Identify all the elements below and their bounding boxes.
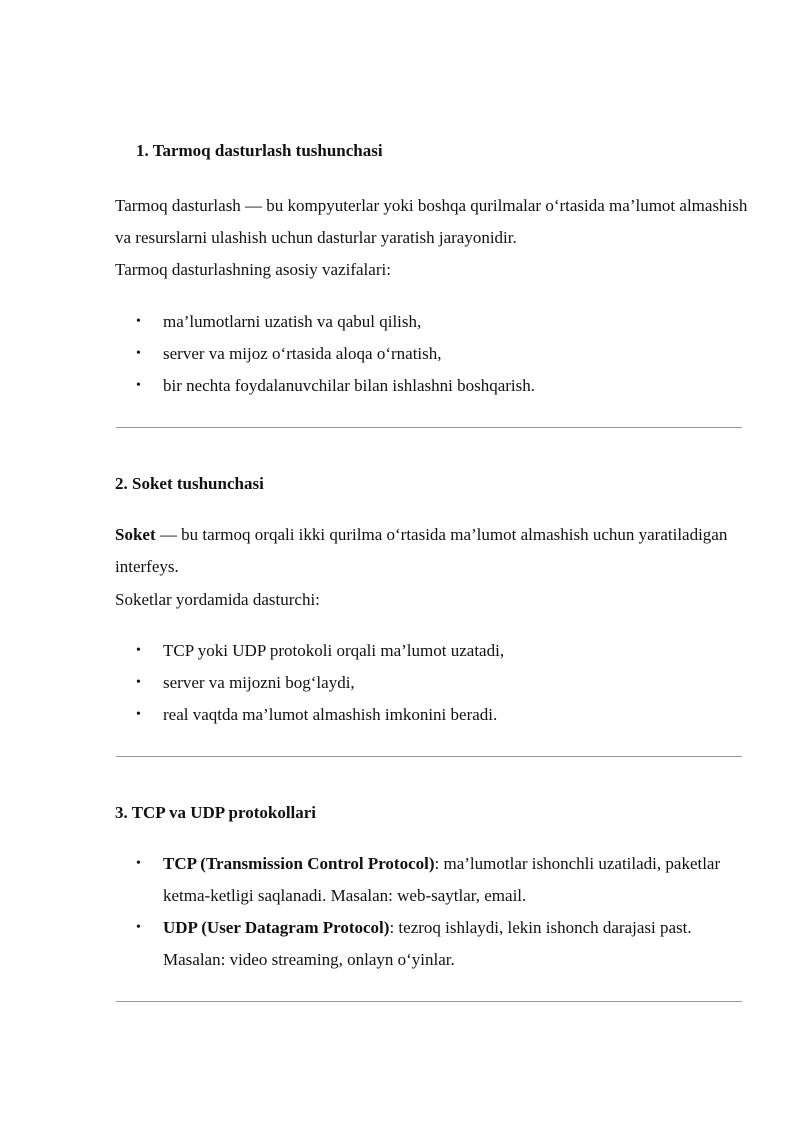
section-2-list <box>136 635 756 731</box>
list-item-text: TCP yoki UDP protokoli orqali ma’lumot uzatadi, <box>163 641 505 660</box>
section-2-paragraph <box>115 519 755 583</box>
list-item-text: bir nechta foydalanuvchilar bilan ishlashni boshqarish. <box>163 376 536 395</box>
bullet-icon: • <box>136 675 141 690</box>
list-item-text: server va mijoz o‘rtasida aloqa o‘rnatish, <box>163 344 442 363</box>
list-item <box>136 338 756 370</box>
section-2-paragraph-text: — bu tarmoq orqali ikki qurilma o‘rtasida ma’lumot almashish uchun yaratiladigan interfeys. <box>115 525 728 576</box>
section-3-heading: 3. TCP va UDP protokollari <box>115 803 317 822</box>
section-divider <box>116 1001 742 1002</box>
bullet-icon: • <box>136 643 141 658</box>
bullet-icon: • <box>136 314 141 329</box>
list-item-text: ma’lumotlarni uzatish va qabul qilish, <box>163 312 422 331</box>
section-1-intro: Tarmoq dasturlashning asosiy vazifalari: <box>115 260 391 279</box>
section-2-term: Soket <box>115 525 156 544</box>
list-item <box>136 699 756 731</box>
bullet-icon: • <box>136 378 141 393</box>
protocol-term-udp: UDP (User Datagram Protocol) <box>163 918 390 937</box>
list-item <box>136 635 756 667</box>
list-item-text: server va mijozni bog‘laydi, <box>163 673 355 692</box>
section-divider <box>116 756 742 757</box>
list-item <box>136 667 756 699</box>
section-1-heading: 1. Tarmoq dasturlash tushunchasi <box>136 141 383 160</box>
bullet-icon: • <box>136 707 141 722</box>
list-item <box>136 912 726 976</box>
section-1-paragraph <box>115 190 755 254</box>
bullet-icon: • <box>136 346 141 361</box>
section-1-list <box>136 306 756 402</box>
protocol-desc-udp: : tezroq ishlaydi, lekin ishonch darajasi past. Masalan: video streaming, onlayn o‘yinlar. <box>163 918 692 969</box>
protocol-desc-tcp: : ma’lumotlar ishonchli uzatiladi, paketlar ketma-ketligi saqlanadi. Masalan: web-saytlar, email. <box>163 854 721 905</box>
list-item-text: real vaqtda ma’lumot almashish imkonini beradi. <box>163 705 498 724</box>
list-item <box>136 848 726 912</box>
section-2-heading: 2. Soket tushunchasi <box>115 474 264 493</box>
bullet-icon: • <box>136 856 141 871</box>
section-3-list <box>136 848 726 976</box>
list-item <box>136 370 756 402</box>
bullet-icon: • <box>136 920 141 935</box>
section-1-paragraph-text: Tarmoq dasturlash — bu kompyuterlar yoki boshqa qurilmalar o‘rtasida ma’lumot almashish va resurslarni ulashish uchun dasturlar yaratish jarayonidir. <box>115 196 748 247</box>
list-item <box>136 306 756 338</box>
section-divider <box>116 427 742 428</box>
protocol-term-tcp: TCP (Transmission Control Protocol) <box>163 854 435 873</box>
section-2-intro: Soketlar yordamida dasturchi: <box>115 590 320 609</box>
